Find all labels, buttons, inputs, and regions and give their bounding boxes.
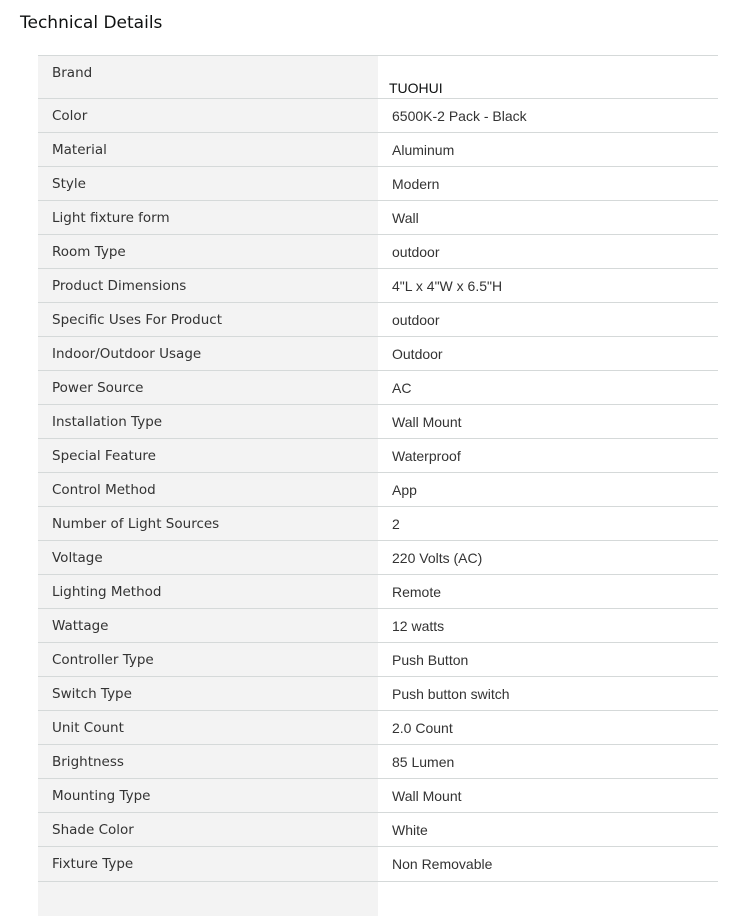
detail-label: Style [38,167,378,201]
detail-label: Switch Type [38,677,378,711]
detail-label-empty [38,882,378,916]
detail-value: Non Removable [378,847,718,882]
technical-details-body [38,56,718,916]
table-row [38,779,718,813]
table-row [38,201,718,235]
detail-label: Color [38,99,378,133]
table-row [38,303,718,337]
detail-value: 6500K-2 Pack - Black [378,99,718,133]
table-row [38,745,718,779]
detail-label: Voltage [38,541,378,575]
detail-value: App [378,473,718,507]
detail-label: Unit Count [38,711,378,745]
detail-value: Wall Mount [378,405,718,439]
detail-value: 2.0 Count [378,711,718,745]
detail-label: Room Type [38,235,378,269]
table-row [38,813,718,847]
technical-details-table [38,55,718,916]
detail-label: Number of Light Sources [38,507,378,541]
detail-value: outdoor [378,303,718,337]
detail-label: Installation Type [38,405,378,439]
detail-label: Lighting Method [38,575,378,609]
table-row-partial [38,882,718,916]
table-row [38,643,718,677]
table-row [38,439,718,473]
detail-value: Push button switch [378,677,718,711]
detail-value: TUOHUI [378,56,718,99]
detail-value: outdoor [378,235,718,269]
detail-label: Controller Type [38,643,378,677]
detail-value: 2 [378,507,718,541]
detail-value: Remote [378,575,718,609]
detail-label: Special Feature [38,439,378,473]
table-row [38,677,718,711]
detail-value: AC [378,371,718,405]
detail-value: 220 Volts (AC) [378,541,718,575]
detail-value: Outdoor [378,337,718,371]
detail-label: Specific Uses For Product [38,303,378,337]
table-row [38,371,718,405]
detail-value: Wall Mount [378,779,718,813]
table-row [38,235,718,269]
table-row [38,847,718,882]
detail-label: Light fixture form [38,201,378,235]
detail-label: Power Source [38,371,378,405]
detail-value: White [378,813,718,847]
detail-label: Wattage [38,609,378,643]
detail-value: 85 Lumen [378,745,718,779]
detail-label: Shade Color [38,813,378,847]
detail-label: Fixture Type [38,847,378,882]
detail-label: Indoor/Outdoor Usage [38,337,378,371]
table-row [38,507,718,541]
detail-label: Brand [38,56,378,99]
table-row [38,133,718,167]
table-row [38,575,718,609]
table-row [38,609,718,643]
detail-label: Product Dimensions [38,269,378,303]
table-row [38,541,718,575]
section-title: Technical Details [20,13,163,33]
detail-label: Control Method [38,473,378,507]
detail-label: Mounting Type [38,779,378,813]
table-row [38,269,718,303]
table-row [38,56,718,99]
detail-value: Aluminum [378,133,718,167]
table-row [38,473,718,507]
detail-value: Wall [378,201,718,235]
table-row [38,99,718,133]
table-row [38,711,718,745]
detail-value: 4"L x 4"W x 6.5"H [378,269,718,303]
table-row [38,167,718,201]
detail-value: Waterproof [378,439,718,473]
detail-label: Material [38,133,378,167]
table-row [38,337,718,371]
table-row [38,405,718,439]
detail-value: 12 watts [378,609,718,643]
detail-value-empty [378,882,718,916]
detail-value: Modern [378,167,718,201]
detail-label: Brightness [38,745,378,779]
detail-value: Push Button [378,643,718,677]
